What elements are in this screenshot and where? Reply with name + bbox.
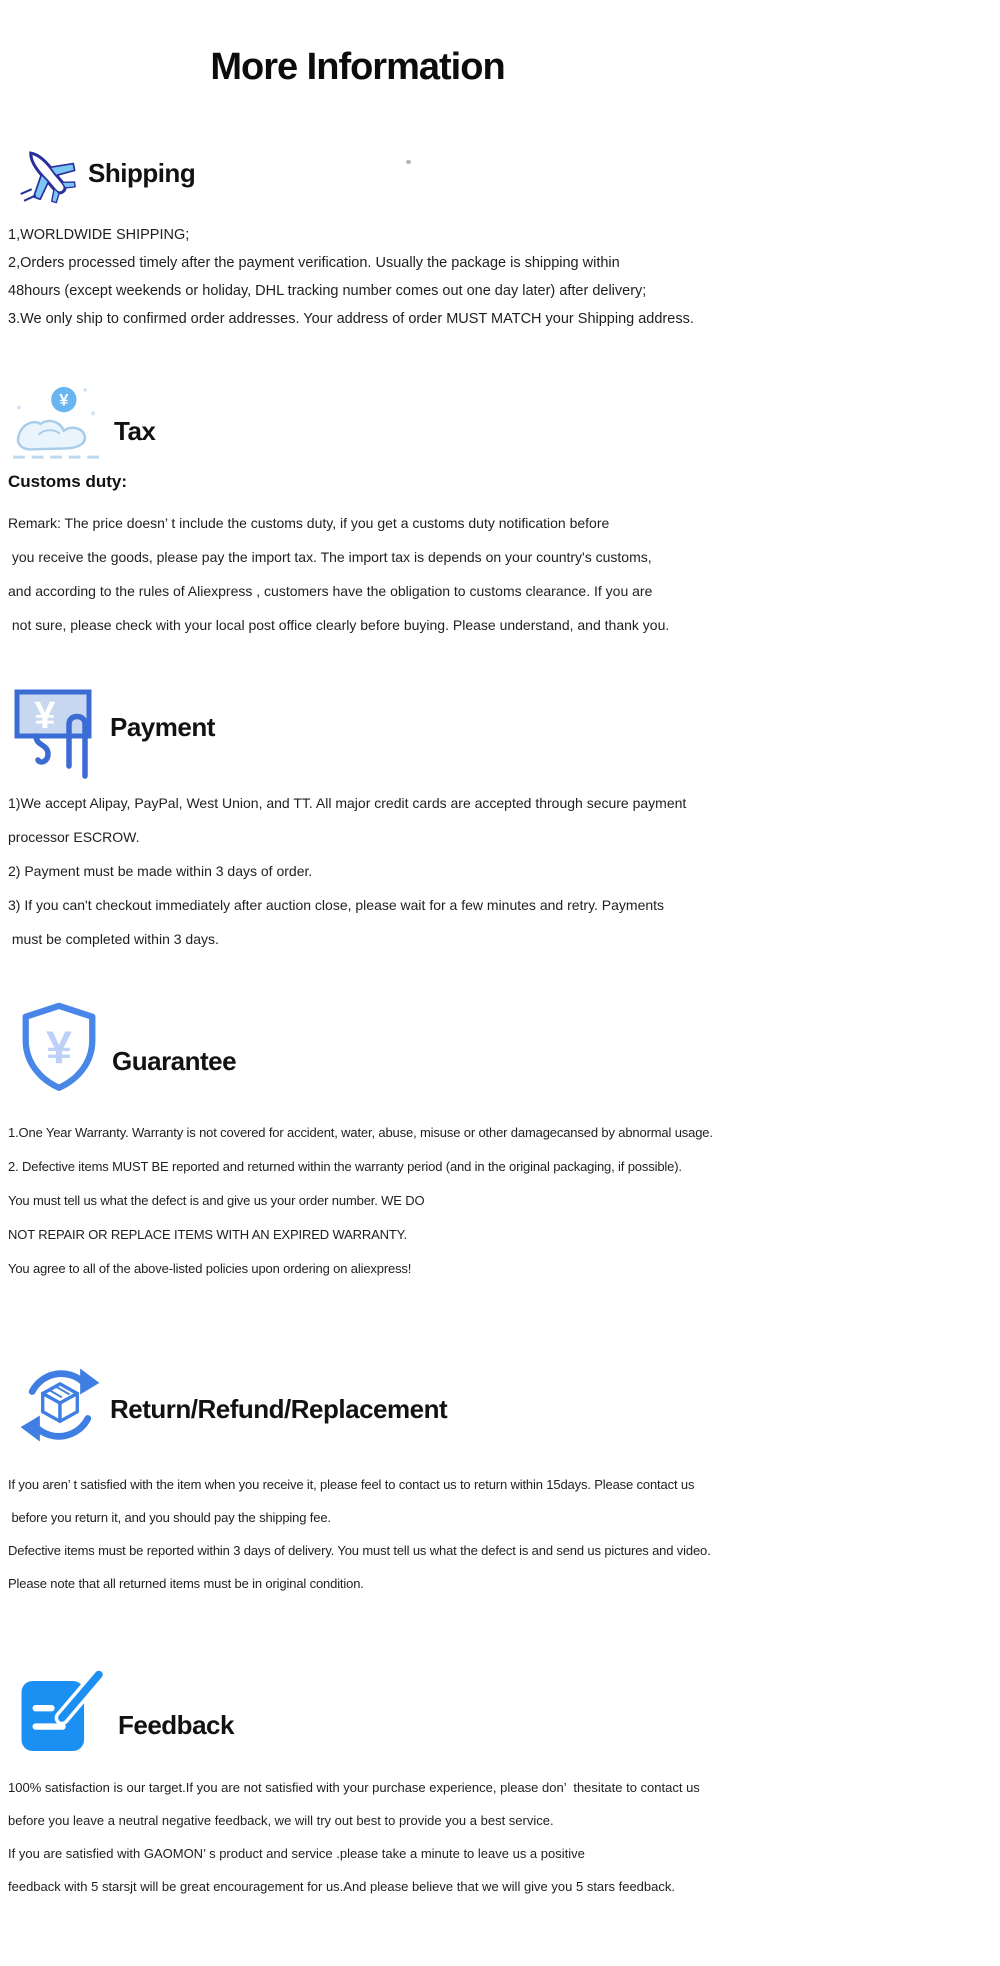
payment-line: 1)We accept Alipay, PayPal, West Union, and TT. All major credit cards are accepted through secure payment xyxy=(8,795,687,811)
feedback-line: feedback with 5 starsjt will be great encouragement for us.And please believe that we will give you 5 stars feedback. xyxy=(8,1879,675,1894)
shipping-line: 48hours (except weekends or holiday, DHL tracking number comes out one day later) after delivery; xyxy=(8,283,647,299)
guarantee-heading: Guarantee xyxy=(112,1046,237,1076)
customs-duty-subheading: Customs duty: xyxy=(8,472,127,491)
tax-line: and according to the rules of Aliexpress , customers have the obligation to customs clearance. If you are xyxy=(8,583,653,599)
svg-text:¥: ¥ xyxy=(34,695,56,737)
guarantee-text xyxy=(8,1116,713,1286)
shipping-text xyxy=(8,221,694,333)
feedback-line: If you are satisfied with GAOMON’ s product and service .please take a minute to leave us a positive xyxy=(8,1846,585,1861)
returns-heading: Return/Refund/Replacement xyxy=(110,1394,448,1424)
box-cycle-arrows-icon xyxy=(12,1354,108,1456)
payment-line: must be completed within 3 days. xyxy=(8,931,219,947)
guarantee-line: NOT REPAIR OR REPLACE ITEMS WITH AN EXPIRED WARRANTY. xyxy=(8,1227,407,1242)
tax-text xyxy=(8,506,669,642)
payment-line: 3) If you can't checkout immediately after auction close, please wait for a few minutes and retry. Payments xyxy=(8,897,665,913)
guarantee-line: You must tell us what the defect is and give us your order number. WE DO xyxy=(8,1193,425,1208)
returns-line: before you return it, and you should pay the shipping fee. xyxy=(8,1510,331,1525)
shield-yen-icon xyxy=(14,1000,104,1100)
page-title: More Information xyxy=(210,46,505,88)
tax-line: Remark: The price doesn’ t include the customs duty, if you get a customs duty notification before xyxy=(8,515,610,531)
hand-coin-icon xyxy=(8,384,108,462)
feedback-heading: Feedback xyxy=(118,1710,234,1740)
speck-artifact xyxy=(406,160,411,164)
returns-line: Defective items must be reported within 3 days of delivery. You must tell us what the defect is and send us pictures and video. xyxy=(8,1543,711,1558)
svg-text:¥: ¥ xyxy=(45,1021,73,1074)
guarantee-line: 2. Defective items MUST BE reported and returned within the warranty period (and in the original packaging, if possible). xyxy=(8,1159,682,1174)
feedback-text xyxy=(8,1771,700,1903)
tax-heading: Tax xyxy=(114,416,156,446)
returns-line: If you aren’ t satisfied with the item when you receive it, please feel to contact us to return within 15days. Please contact us xyxy=(8,1477,695,1492)
feedback-line: 100% satisfaction is our target.If you are not satisfied with your purchase experience, please don’ thesitate to contact us xyxy=(8,1780,700,1795)
shipping-line: 1,WORLDWIDE SHIPPING; xyxy=(8,227,190,243)
shipping-line: 2,Orders processed timely after the payment verification. Usually the package is shipping within xyxy=(8,255,620,271)
payment-text xyxy=(8,786,686,956)
shipping-line: 3.We only ship to confirmed order addresses. Your address of order MUST MATCH your Shipping address. xyxy=(8,311,694,327)
airplane-icon xyxy=(16,142,84,210)
guarantee-line: You agree to all of the above-listed policies upon ordering on aliexpress! xyxy=(8,1261,412,1276)
returns-text xyxy=(8,1468,711,1600)
tax-line: you receive the goods, please pay the import tax. The import tax is depends on your country's customs, xyxy=(8,549,652,565)
note-pen-icon xyxy=(16,1668,108,1764)
guarantee-line: 1.One Year Warranty. Warranty is not covered for accident, water, abuse, misuse or other damagecansed by abnormal usage. xyxy=(8,1125,713,1140)
payment-line: 2) Payment must be made within 3 days of order. xyxy=(8,863,313,879)
payment-line: processor ESCROW. xyxy=(8,829,140,845)
banknote-hand-icon xyxy=(12,684,102,784)
shipping-heading: Shipping xyxy=(88,158,196,188)
payment-heading: Payment xyxy=(110,712,215,742)
returns-line: Please note that all returned items must be in original condition. xyxy=(8,1576,364,1591)
svg-text:¥: ¥ xyxy=(59,390,69,410)
tax-line: not sure, please check with your local post office clearly before buying. Please understand, and thank you. xyxy=(8,617,670,633)
feedback-line: before you leave a neutral negative feedback, we will try out best to provide you a best service. xyxy=(8,1813,554,1828)
